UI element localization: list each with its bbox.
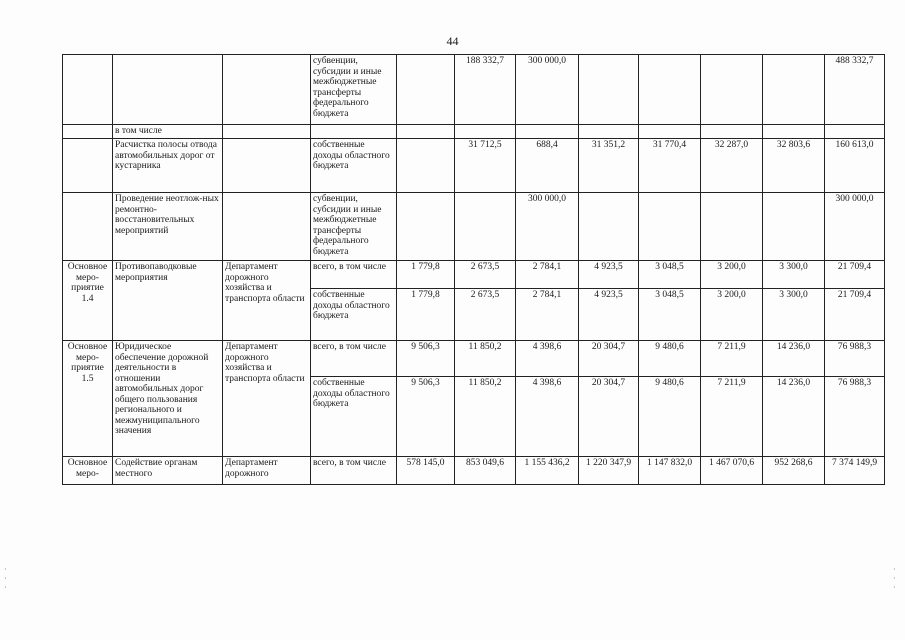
value-cell: 20 304,7 xyxy=(579,377,639,457)
value-cell: 3 200,0 xyxy=(701,261,763,289)
table-row xyxy=(63,341,885,377)
cell-c3: Департамент дорожного хозяйства и транспорта области xyxy=(223,341,311,457)
value-cell xyxy=(639,55,701,125)
cell-c4: всего, в том числе xyxy=(311,457,397,485)
value-cell: 20 304,7 xyxy=(579,341,639,377)
value-cell: 3 200,0 xyxy=(701,289,763,341)
value-cell: 3 300,0 xyxy=(763,289,825,341)
cell-c2: Юридическое обеспечение дорожной деятельности в отношении автомобильных дорог общего пользования регионального и межмуниципального значения xyxy=(113,341,223,457)
value-cell xyxy=(701,125,763,139)
value-cell: 9 480,6 xyxy=(639,377,701,457)
value-cell: 1 467 070,6 xyxy=(701,457,763,485)
value-cell: 3 048,5 xyxy=(639,289,701,341)
cell-c2: Содействие органам местного xyxy=(113,457,223,485)
value-cell: 952 268,6 xyxy=(763,457,825,485)
value-cell: 160 613,0 xyxy=(825,139,885,193)
value-cell: 9 506,3 xyxy=(397,377,455,457)
budget-table xyxy=(62,54,885,485)
cell-c1: Основное меро-приятие 1.4 xyxy=(63,261,113,341)
page-number: 44 xyxy=(446,34,459,48)
cell-c1: Основное меро-приятие 1.5 xyxy=(63,341,113,457)
value-cell: 4 923,5 xyxy=(579,289,639,341)
left-margin-mark: · · · xyxy=(4,565,7,592)
value-cell: 14 236,0 xyxy=(763,341,825,377)
value-cell: 853 049,6 xyxy=(455,457,516,485)
value-cell: 14 236,0 xyxy=(763,377,825,457)
value-cell xyxy=(825,125,885,139)
value-cell xyxy=(455,125,516,139)
value-cell: 21 709,4 xyxy=(825,289,885,341)
value-cell: 188 332,7 xyxy=(455,55,516,125)
cell-c3 xyxy=(223,139,311,193)
cell-c2 xyxy=(113,55,223,125)
value-cell: 688,4 xyxy=(516,139,579,193)
table-row xyxy=(63,261,885,289)
cell-c2: Противопаводковые мероприятия xyxy=(113,261,223,341)
table-row xyxy=(63,139,885,193)
cell-c4: всего, в том числе xyxy=(311,341,397,377)
value-cell xyxy=(455,193,516,261)
value-cell: 32 803,6 xyxy=(763,139,825,193)
value-cell: 578 145,0 xyxy=(397,457,455,485)
value-cell: 31 712,5 xyxy=(455,139,516,193)
value-cell: 4 398,6 xyxy=(516,377,579,457)
cell-c4: собственные доходы областного бюджета xyxy=(311,289,397,341)
value-cell: 9 506,3 xyxy=(397,341,455,377)
value-cell xyxy=(639,125,701,139)
value-cell: 300 000,0 xyxy=(516,55,579,125)
cell-c4: всего, в том числе xyxy=(311,261,397,289)
value-cell xyxy=(397,193,455,261)
cell-c3 xyxy=(223,193,311,261)
value-cell: 21 709,4 xyxy=(825,261,885,289)
cell-c4: субвенции, субсидии и иные межбюджетные трансферты федерального бюджета xyxy=(311,193,397,261)
cell-c3 xyxy=(223,55,311,125)
cell-c2: Проведение неотлож-ных ремонтно-восстановительных мероприятий xyxy=(113,193,223,261)
cell-c4: субвенции, субсидии и иные межбюджетные трансферты федерального бюджета xyxy=(311,55,397,125)
cell-c3: Департамент дорожного хозяйства и транспорта области xyxy=(223,261,311,341)
value-cell: 11 850,2 xyxy=(455,377,516,457)
cell-c2: в том числе xyxy=(113,125,223,139)
value-cell: 32 287,0 xyxy=(701,139,763,193)
value-cell xyxy=(579,193,639,261)
value-cell: 4 398,6 xyxy=(516,341,579,377)
value-cell: 3 048,5 xyxy=(639,261,701,289)
value-cell xyxy=(763,125,825,139)
value-cell: 488 332,7 xyxy=(825,55,885,125)
value-cell: 300 000,0 xyxy=(516,193,579,261)
value-cell xyxy=(639,193,701,261)
cell-c4 xyxy=(311,125,397,139)
value-cell: 2 784,1 xyxy=(516,289,579,341)
cell-c3 xyxy=(223,125,311,139)
value-cell: 300 000,0 xyxy=(825,193,885,261)
right-margin-mark: · · · xyxy=(893,565,896,592)
value-cell xyxy=(516,125,579,139)
cell-c4: собственные доходы областного бюджета xyxy=(311,139,397,193)
value-cell: 2 784,1 xyxy=(516,261,579,289)
value-cell xyxy=(397,139,455,193)
value-cell: 7 374 149,9 xyxy=(825,457,885,485)
table-row xyxy=(63,55,885,125)
cell-c2: Расчистка полосы отвода автомобильных дорог от кустарника xyxy=(113,139,223,193)
cell-c1 xyxy=(63,139,113,193)
table-row xyxy=(63,125,885,139)
value-cell: 4 923,5 xyxy=(579,261,639,289)
value-cell: 7 211,9 xyxy=(701,377,763,457)
cell-c1 xyxy=(63,193,113,261)
value-cell: 1 779,8 xyxy=(397,289,455,341)
cell-c3: Департамент дорожного xyxy=(223,457,311,485)
value-cell: 3 300,0 xyxy=(763,261,825,289)
value-cell: 9 480,6 xyxy=(639,341,701,377)
value-cell: 11 850,2 xyxy=(455,341,516,377)
value-cell: 76 988,3 xyxy=(825,341,885,377)
cell-c1 xyxy=(63,125,113,139)
value-cell xyxy=(763,193,825,261)
value-cell xyxy=(701,193,763,261)
value-cell xyxy=(579,125,639,139)
table-row xyxy=(63,457,885,485)
value-cell: 2 673,5 xyxy=(455,289,516,341)
value-cell: 7 211,9 xyxy=(701,341,763,377)
value-cell: 1 147 832,0 xyxy=(639,457,701,485)
value-cell xyxy=(763,55,825,125)
value-cell: 31 351,2 xyxy=(579,139,639,193)
value-cell: 76 988,3 xyxy=(825,377,885,457)
value-cell: 31 770,4 xyxy=(639,139,701,193)
value-cell xyxy=(397,125,455,139)
value-cell: 2 673,5 xyxy=(455,261,516,289)
cell-c4: собственные доходы областного бюджета xyxy=(311,377,397,457)
cell-c1 xyxy=(63,55,113,125)
value-cell: 1 220 347,9 xyxy=(579,457,639,485)
value-cell: 1 155 436,2 xyxy=(516,457,579,485)
value-cell xyxy=(579,55,639,125)
value-cell xyxy=(701,55,763,125)
value-cell: 1 779,8 xyxy=(397,261,455,289)
table-row xyxy=(63,193,885,261)
value-cell xyxy=(397,55,455,125)
cell-c1: Основное меро- xyxy=(63,457,113,485)
